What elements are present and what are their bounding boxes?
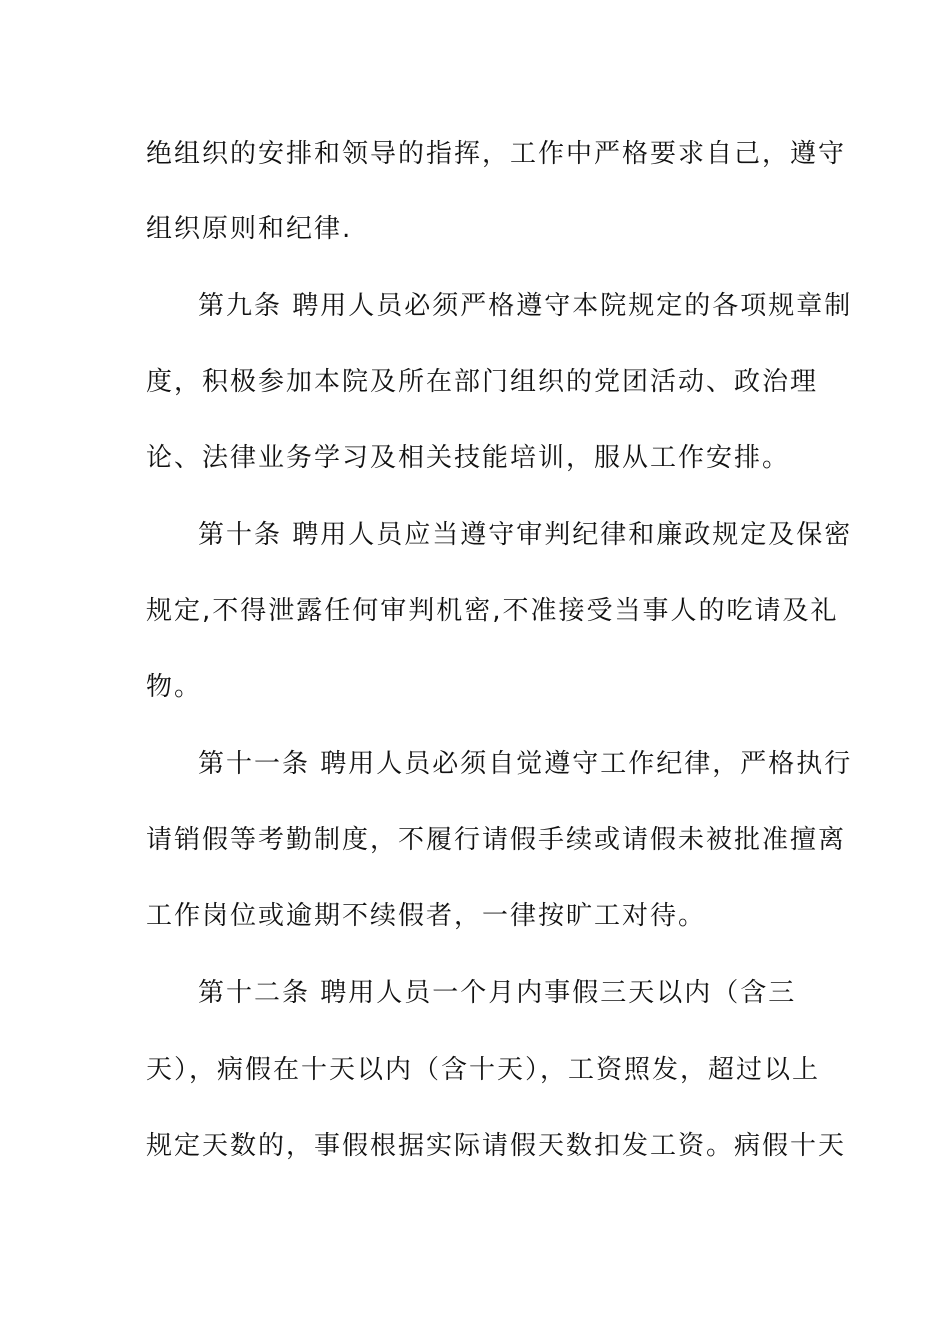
text-line: 物。: [146, 672, 203, 702]
article-10-heading-line: 第十条 聘用人员应当遵守审判纪律和廉政规定及保密: [198, 520, 853, 550]
text-line: 组织原则和纪律.: [146, 214, 353, 244]
article-9-heading-line: 第九条 聘用人员必须严格遵守本院规定的各项规章制: [198, 291, 853, 321]
text-line: 规定,不得泄露任何审判机密,不准接受当事人的吃请及礼: [146, 596, 839, 626]
text-line: 天），病假在十天以内（含十天），工资照发，超过以上: [146, 1055, 821, 1085]
text-line: 规定天数的，事假根据实际请假天数扣发工资。病假十天: [146, 1131, 847, 1161]
article-12-heading-line: 第十二条 聘用人员一个月内事假三天以内（含三: [198, 978, 797, 1008]
article-11-heading-line: 第十一条 聘用人员必须自觉遵守工作纪律，严格执行: [198, 749, 853, 779]
text-line: 论、法律业务学习及相关技能培训，服从工作安排。: [146, 443, 791, 473]
text-line: 绝组织的安排和领导的指挥，工作中严格要求自己，遵守: [146, 139, 847, 169]
text-line: 度，积极参加本院及所在部门组织的党团活动、政治理: [146, 367, 819, 397]
text-line: 工作岗位或逾期不续假者，一律按旷工对待。: [146, 901, 707, 931]
text-line: 请销假等考勤制度，不履行请假手续或请假未被批准擅离: [146, 825, 847, 855]
